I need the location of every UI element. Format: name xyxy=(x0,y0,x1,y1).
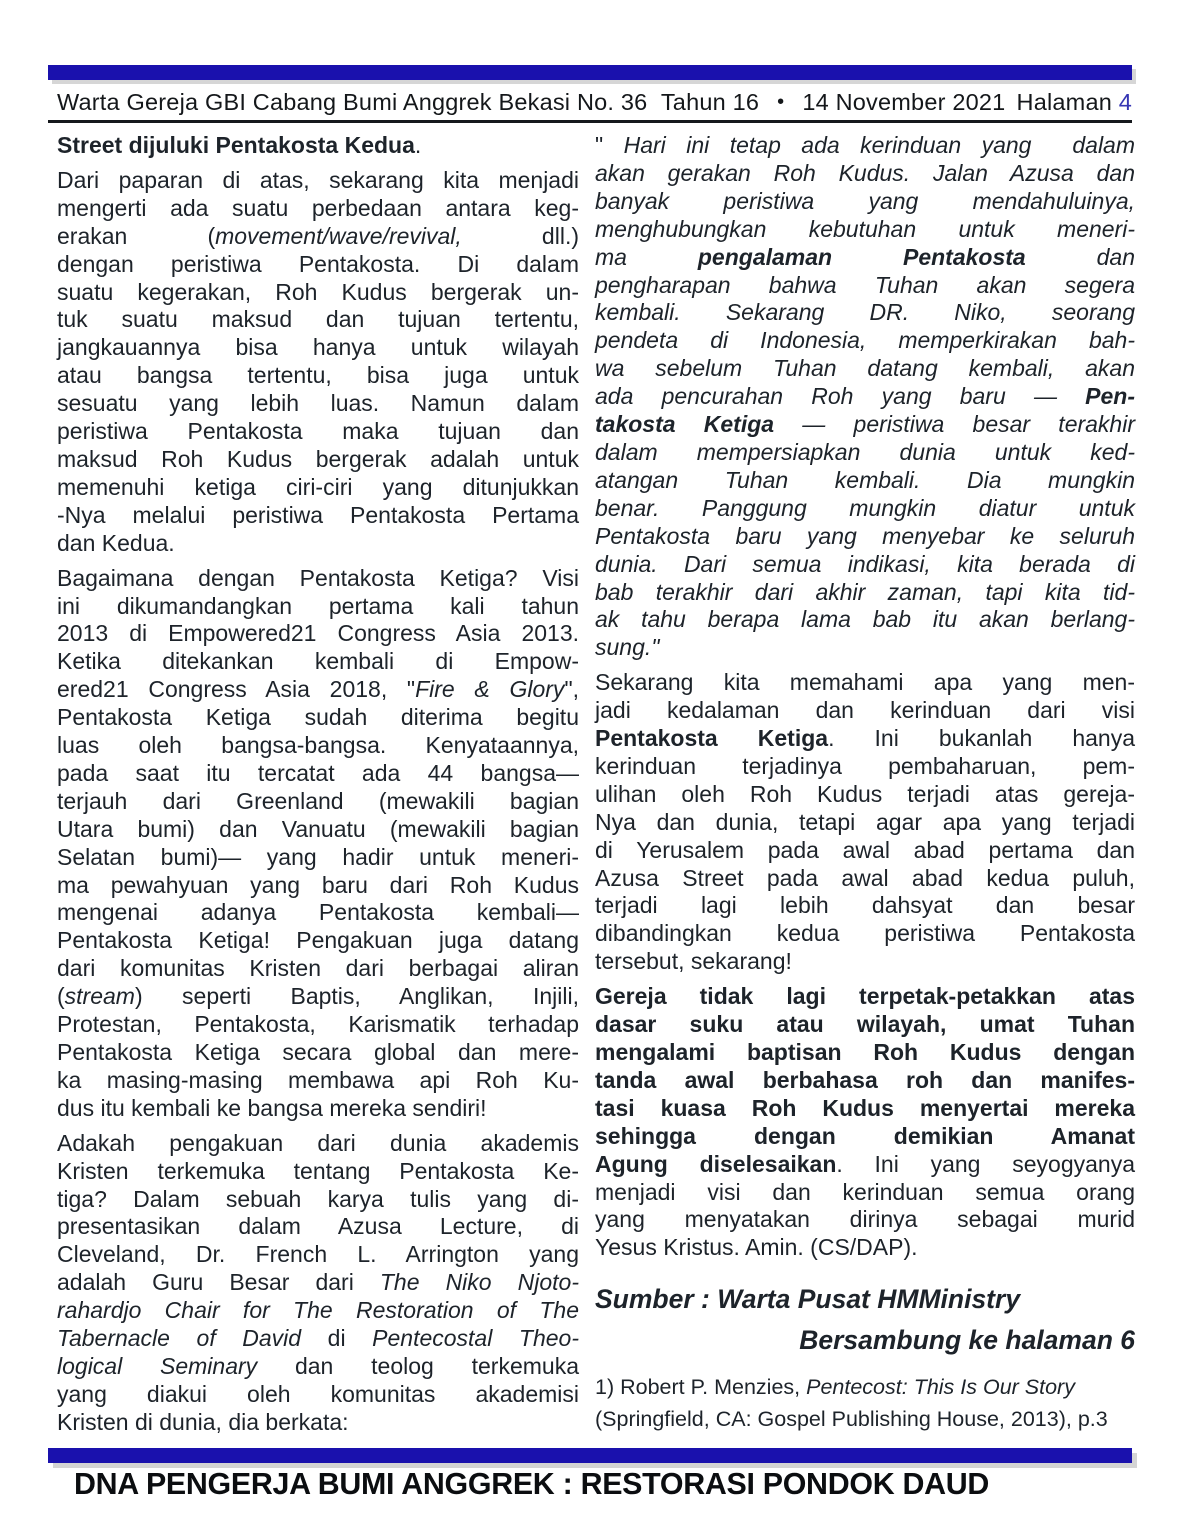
text-line: dan Kedua. xyxy=(57,529,175,556)
text-line: Pentakosta Ketiga! Pengakuan juga datang xyxy=(57,927,579,954)
text-line: erakan (movement/wave/revival, dll.) xyxy=(57,222,579,249)
column-right xyxy=(595,132,1135,1444)
text-line: mengerti ada suatu perbedaan antara keg- xyxy=(57,194,579,221)
text-line: akan gerakan Roh Kudus. Jalan Azusa dan xyxy=(595,159,1135,186)
text-line: atau bangsa tertentu, bisa juga untuk xyxy=(57,362,579,389)
text-line: tersebut, sekarang! xyxy=(595,948,792,975)
text-line: banyak peristiwa yang mendahuluinya, xyxy=(595,187,1135,214)
source-line xyxy=(595,1282,1135,1316)
text-line: dalam mempersiapkan dunia untuk ked- xyxy=(595,438,1135,465)
text-line: takosta Ketiga — peristiwa besar terakhir xyxy=(595,411,1135,438)
paragraph-2 xyxy=(57,565,579,1123)
header-divider-rule xyxy=(48,120,1132,123)
text-line: 2013 di Empowered21 Congress Asia 2013. xyxy=(57,620,579,647)
text-line: -Nya melalui peristiwa Pentakosta Pertama xyxy=(57,501,579,528)
text-line: ada pencurahan Roh yang baru — Pen- xyxy=(595,383,1135,410)
text-line: maksud Roh Kudus bergerak adalah untuk xyxy=(57,445,579,472)
text-line: Agung diselesaikan. Ini yang seyogyanya xyxy=(595,1150,1135,1177)
text-line: Kristen di dunia, dia berkata: xyxy=(57,1408,349,1435)
text-line: Pentakosta Ketiga. Ini bukanlah hanya xyxy=(595,725,1135,752)
text-line: Gereja tidak lagi terpetak-petakkan atas xyxy=(595,983,1135,1010)
text-line: ma pewahyuan yang baru dari Roh Kudus xyxy=(57,871,579,898)
text-line: luas oleh bangsa-bangsa. Kenyataannya, xyxy=(57,732,579,759)
text-line: rahardjo Chair for The Restoration of The xyxy=(57,1297,579,1324)
heading xyxy=(57,132,579,160)
text-line: memenuhi ketiga ciri-ciri yang ditunjukkan xyxy=(57,473,579,500)
text-line: Pentakosta Ketiga sudah diterima begitu xyxy=(57,704,579,731)
continuation-line xyxy=(595,1323,1135,1357)
text-line: yang diakui oleh komunitas akademisi xyxy=(57,1380,579,1407)
text-line: ak tahu berapa lama bab itu akan berlang- xyxy=(595,606,1135,633)
text-line: bab terakhir dari akhir zaman, tapi kita tid- xyxy=(595,578,1135,605)
text-line: ka masing-masing membawa api Roh Ku- xyxy=(57,1066,579,1093)
footnote xyxy=(595,1371,1135,1435)
text-line: dengan peristiwa Pentakosta. Di dalam xyxy=(57,250,579,277)
text-line: Bersambung ke halaman 6 xyxy=(799,1325,1135,1356)
text-line: jadi kedalaman dan kerinduan dari visi xyxy=(595,697,1135,724)
text-line: 1) Robert P. Menzies, Pentecost: This Is Our Story xyxy=(595,1375,1075,1400)
text-line: suatu kegerakan, Roh Kudus bergerak un- xyxy=(57,278,579,305)
text-line: Utara bumi) dan Vanuatu (mewakili bagian xyxy=(57,815,579,842)
text-line: tasi kuasa Roh Kudus menyertai mereka xyxy=(595,1094,1135,1121)
footer-blue-bar xyxy=(48,1448,1132,1463)
text-line: yang menyatakan dirinya sebagai murid xyxy=(595,1206,1135,1233)
issue-date: 14 November 2021 xyxy=(802,88,1006,115)
page-number: 4 xyxy=(1118,88,1132,115)
text-line: Tabernacle of David di Pentecostal Theo- xyxy=(57,1325,579,1352)
text-line: pendeta di Indonesia, memperkirakan bah- xyxy=(595,327,1135,354)
top-blue-bar xyxy=(48,65,1132,80)
text-line: Kristen terkemuka tentang Pentakosta Ke- xyxy=(57,1157,579,1184)
text-line: Dari paparan di atas, sekarang kita menjadi xyxy=(57,166,579,193)
text-line: (Springfield, CA: Gospel Publishing House, 2013), p.3 xyxy=(595,1407,1108,1432)
text-line: dibandingkan kedua peristiwa Pentakosta xyxy=(595,920,1135,947)
text-line: kerinduan terjadinya pembaharuan, pem- xyxy=(595,752,1135,779)
text-line: tanda awal berbahasa roh dan manifes- xyxy=(595,1066,1135,1093)
text-line: ma pengalaman Pentakosta dan xyxy=(595,243,1136,270)
article-body xyxy=(57,132,1135,1444)
text-line: sung." xyxy=(595,634,660,661)
text-line: benar. Panggung mungkin diatur untuk xyxy=(595,494,1135,521)
text-line: menjadi visi dan kerinduan semua orang xyxy=(595,1178,1135,1205)
text-line: Pentakosta baru yang menyebar ke seluruh xyxy=(595,522,1135,549)
text-line: Protestan, Pentakosta, Karismatik terhadap xyxy=(57,1011,579,1038)
text-line: sesuatu yang lebih luas. Namun dalam xyxy=(57,390,579,417)
quote-paragraph xyxy=(595,132,1135,662)
text-line: terjadi lagi lebih dahsyat dan besar xyxy=(595,892,1135,919)
text-line: dasar suku atau wilayah, umat Tuhan xyxy=(595,1011,1135,1038)
text-line: jangkauannya bisa hanya untuk wilayah xyxy=(57,334,579,361)
text-line: dus itu kembali ke bangsa mereka sendiri! xyxy=(57,1094,487,1121)
text-line: Ketika ditekankan kembali di Empow- xyxy=(57,648,579,675)
text-line: ulihan oleh Roh Kudus terjadi atas gereja- xyxy=(595,780,1135,807)
paragraph-5 xyxy=(595,983,1135,1262)
text-line: mengalami baptisan Roh Kudus dengan xyxy=(595,1039,1135,1065)
text-line: Yesus Kristus. Amin. (CS/DAP). xyxy=(595,1234,918,1261)
text-line: atangan Tuhan kembali. Dia mungkin xyxy=(595,466,1135,493)
text-line: wa sebelum Tuhan datang kembali, akan xyxy=(595,355,1135,382)
text-line: mengenai adanya Pentakosta kembali— xyxy=(57,899,579,926)
text-line: Street dijuluki Pentakosta Kedua. xyxy=(57,132,422,158)
text-line: logical Seminary dan teolog terkemuka xyxy=(57,1352,579,1379)
bullet-separator: • xyxy=(777,90,785,113)
paragraph-1 xyxy=(57,167,579,558)
newsletter-title: Warta Gereja GBI Cabang Bumi Anggrek Bekasi No. 36 Tahun 16 xyxy=(57,88,760,115)
page-header xyxy=(57,86,1132,118)
text-line: Adakah pengakuan dari dunia akademis xyxy=(57,1129,579,1156)
text-line: pada saat itu tercatat ada 44 bangsa— xyxy=(57,759,579,786)
text-line: dari komunitas Kristen dari berbagai aliran xyxy=(57,955,579,982)
text-line: presentasikan dalam Azusa Lecture, di xyxy=(57,1213,579,1240)
text-line: Selatan bumi)— yang hadir untuk meneri- xyxy=(57,843,579,870)
text-line: Pentakosta Ketiga secara global dan mere- xyxy=(57,1039,579,1065)
text-line: Sekarang kita memahami apa yang men- xyxy=(595,669,1135,696)
text-line: tiga? Dalam sebuah karya tulis yang di- xyxy=(57,1185,579,1212)
text-line: dunia. Dari semua indikasi, kita berada di xyxy=(595,550,1135,577)
text-line: peristiwa Pentakosta maka tujuan dan xyxy=(57,418,579,445)
paragraph-3 xyxy=(57,1130,579,1437)
paragraph-4 xyxy=(595,669,1135,976)
text-line: kembali. Sekarang DR. Niko, seorang xyxy=(595,299,1135,326)
page-label: Halaman xyxy=(1016,88,1112,115)
text-line: " Hari ini tetap ada kerinduan yang dalam xyxy=(595,132,1135,158)
header-left xyxy=(57,89,1005,116)
text-line: terjauh dari Greenland (mewakili bagian xyxy=(57,787,579,814)
text-line: tuk suatu maksud dan tujuan tertentu, xyxy=(57,306,579,333)
text-line: adalah Guru Besar dari The Niko Njoto- xyxy=(57,1269,579,1296)
text-line: ered21 Congress Asia 2018, "Fire & Glory", xyxy=(57,676,579,703)
text-line: Sumber : Warta Pusat HMMinistry xyxy=(595,1284,1021,1315)
text-line: Azusa Street pada awal abad kedua puluh, xyxy=(595,864,1135,891)
text-line: di Yerusalem pada awal abad pertama dan xyxy=(595,836,1135,863)
text-line: menghubungkan kebutuhan untuk meneri- xyxy=(595,215,1135,242)
footer-title: DNA PENGERJA BUMI ANGGREK : RESTORASI PONDOK DAUD xyxy=(74,1466,990,1501)
text-line: Nya dan dunia, tetapi agar apa yang terjadi xyxy=(595,808,1135,835)
text-line: Cleveland, Dr. French L. Arrington yang xyxy=(57,1241,579,1268)
text-line: pengharapan bahwa Tuhan akan segera xyxy=(595,271,1135,298)
text-line: Bagaimana dengan Pentakosta Ketiga? Visi xyxy=(57,564,579,591)
column-left xyxy=(57,132,579,1444)
text-line: ini dikumandangkan pertama kali tahun xyxy=(57,592,579,619)
header-right xyxy=(1017,89,1132,116)
text-line: (stream) seperti Baptis, Anglikan, Injili, xyxy=(57,983,579,1010)
text-line: sehingga dengan demikian Amanat xyxy=(595,1122,1135,1149)
